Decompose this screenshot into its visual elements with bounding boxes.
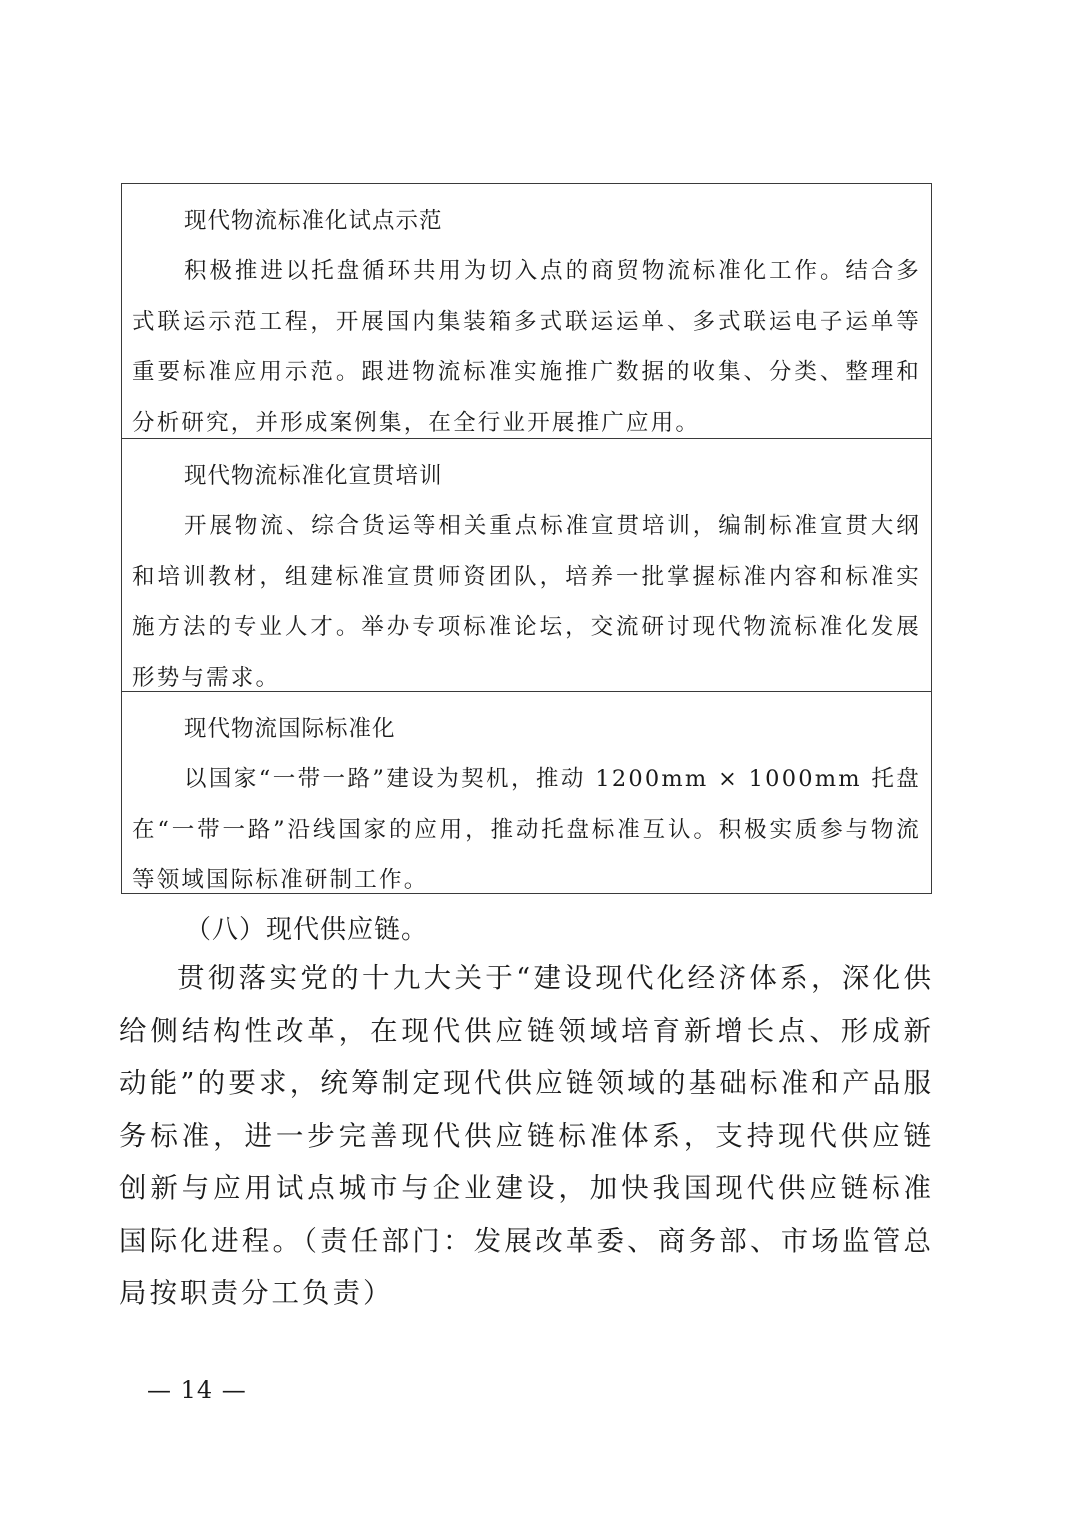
cell-body: 开展物流、综合货运等相关重点标准宣贯培训，编制标准宣贯大纲和培训教材，组建标准宣贯师资团队，培养一批掌握标准内容和标准实施方法的专业人才。举办专项标准论坛，交流研讨现代物流标准化发展形势与需求。 [132,513,921,691]
cell-body: 以国家“一带一路”建设为契机，推动 1200mm × 1000mm 托盘在“一带一路”沿线国家的应用，推动托盘标准互认。积极实质参与物流等领域国际标准研制工作。 [132,766,921,893]
table-cell-pilot-demo [122,184,931,439]
table-cell-international [122,692,931,893]
cell-body: 积极推进以托盘循环共用为切入点的商贸物流标准化工作。结合多式联运示范工程，开展国内集装箱多式联运运单、多式联运电子运单等重要标准应用示范。跟进物流标准实施推广数据的收集、分类、整理和分析研究，并形成案例集，在全行业开展推广应用。 [132,258,921,436]
page-number: — 14 — [147,1376,247,1404]
table-cell-training [122,439,931,692]
cell-title: 现代物流标准化试点示范 [184,208,443,234]
measures-table [121,183,932,894]
body-paragraph: 贯彻落实党的十九大关于“建设现代化经济体系，深化供给侧结构性改革，在现代供应链领域培育新增长点、形成新动能”的要求，统筹制定现代供应链领域的基础标准和产品服务标准，进一步完善现代供应链标准体系，支持现代供应链创新与应用试点城市与企业建设，加快我国现代供应链标准国际化进程。（责任部门：发展改革委、商务部、市场监管总局按职责分工负责） [119,962,934,1309]
cell-title: 现代物流国际标准化 [184,716,396,742]
cell-title: 现代物流标准化宣贯培训 [184,463,443,489]
section-heading: （八）现代供应链。 [185,915,429,945]
